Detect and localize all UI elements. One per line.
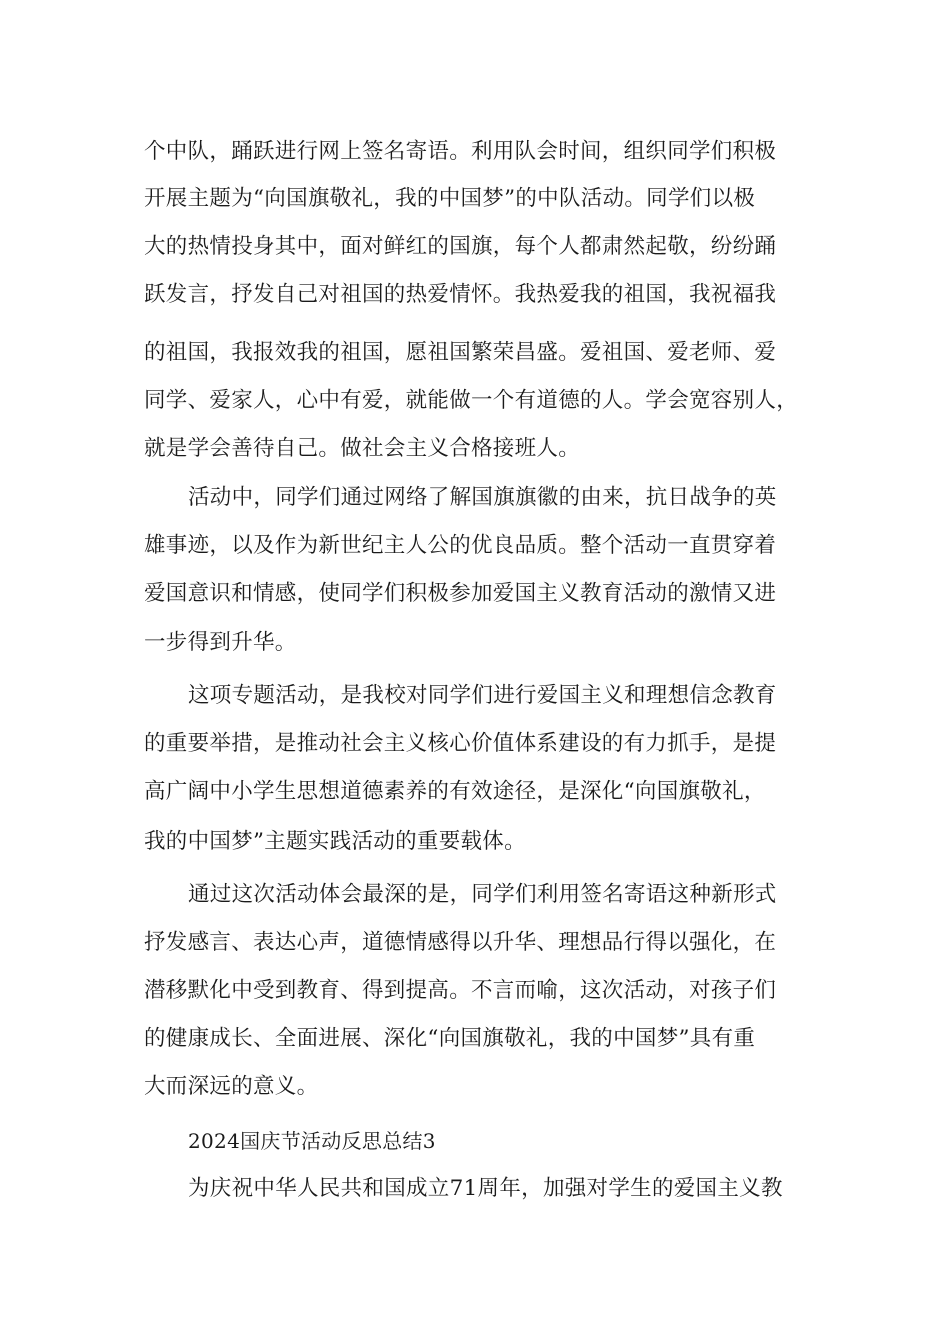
section-heading: 2024国庆节活动反思总结3 — [188, 1129, 436, 1153]
text-line: 就是学会善待自己。做社会主义合格接班人。 — [144, 436, 581, 461]
text-line: 的重要举措，是推动社会主义核心价值体系建设的有力抓手，是提 — [144, 731, 777, 756]
paragraph-start-line: 通过这次活动体会最深的是，同学们利用签名寄语这种新形式 — [188, 882, 777, 907]
text-line: 爱国意识和情感，使同学们积极参加爱国主义教育活动的激情又进 — [144, 581, 777, 606]
text-line: 潜移默化中受到教育、得到提高。不言而喻，这次活动，对孩子们 — [144, 978, 777, 1003]
text-line: 的健康成长、全面进展、深化“向国旗敬礼，我的中国梦”具有重 — [144, 1026, 756, 1051]
text-line: 的祖国，我报效我的祖国，愿祖国繁荣昌盛。爱祖国、爱老师、爱 — [144, 340, 777, 365]
text-line: 跃发言，抒发自己对祖国的热爱情怀。我热爱我的祖国，我祝福我 — [144, 282, 777, 307]
text-line: 同学、爱家人，心中有爱，就能做一个有道德的人。学会宽容别人， — [144, 388, 799, 413]
text-line: 开展主题为“向国旗敬礼，我的中国梦”的中队活动。同学们以极 — [144, 186, 756, 211]
paragraph-start-line: 为庆祝中华人民共和国成立71周年，加强对学生的爱国主义教 — [188, 1176, 783, 1201]
text-line: 大而深远的意义。 — [144, 1074, 319, 1099]
text-line: 个中队，踊跃进行网上签名寄语。利用队会时间，组织同学们积极 — [144, 139, 777, 164]
text-line: 一步得到升华。 — [144, 630, 297, 655]
text-line: 抒发感言、表达心声，道德情感得以升华、理想品行得以强化，在 — [144, 930, 777, 955]
paragraph-start-line: 活动中，同学们通过网络了解国旗旗徽的由来，抗日战争的英 — [188, 485, 777, 510]
paragraph-start-line: 这项专题活动，是我校对同学们进行爱国主义和理想信念教育 — [188, 683, 777, 708]
text-line: 我的中国梦”主题实践活动的重要载体。 — [144, 829, 526, 854]
text-line: 大的热情投身其中，面对鲜红的国旗，每个人都肃然起敬，纷纷踊 — [144, 234, 777, 259]
text-line: 雄事迹，以及作为新世纪主人公的优良品质。整个活动一直贯穿着 — [144, 533, 777, 558]
text-line: 高广阔中小学生思想道德素养的有效途径，是深化“向国旗敬礼， — [144, 779, 766, 804]
